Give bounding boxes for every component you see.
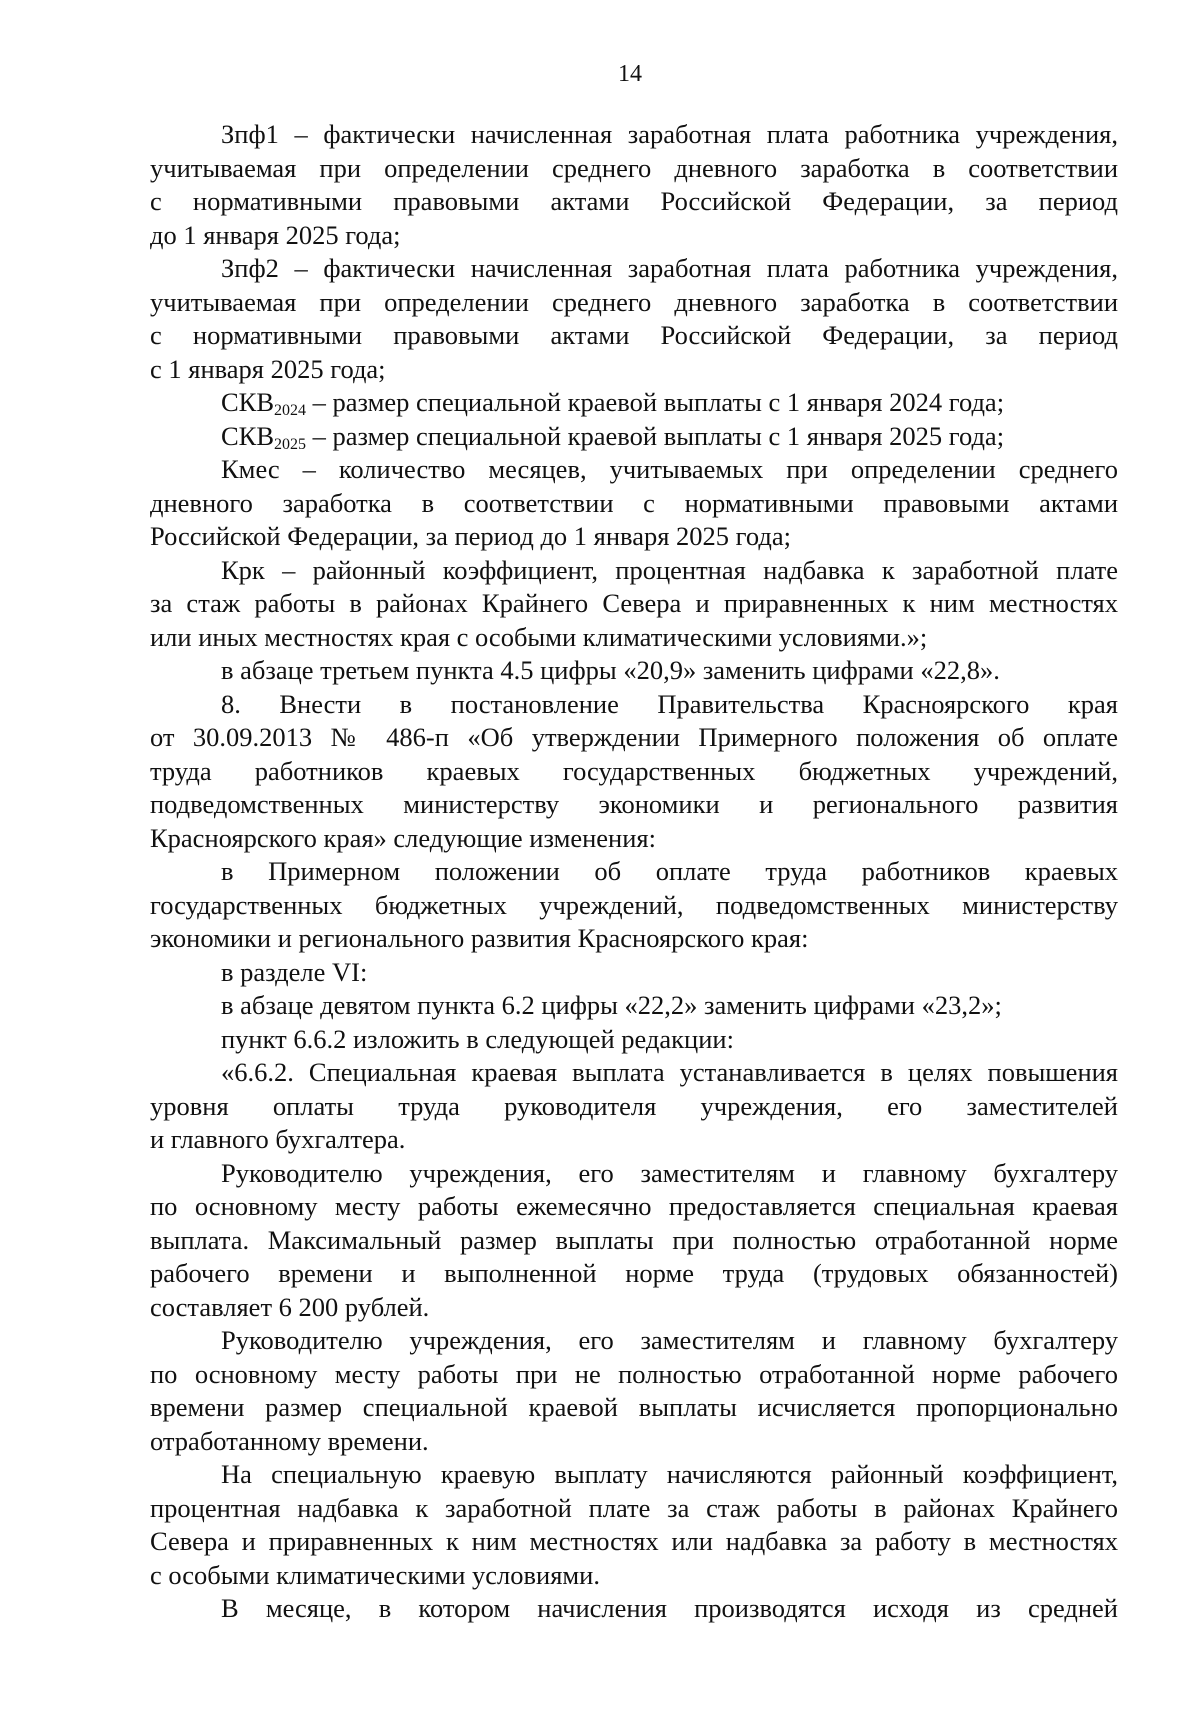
text-line: учитываемая при определении среднего дневного заработка в соответствии: [150, 286, 1118, 317]
text-line: Российской Федерации, за период до 1 января 2025 года;: [150, 521, 791, 551]
paragraph: [150, 688, 1118, 856]
text-line: с нормативными правовыми актами Российской Федерации, за период: [150, 186, 1118, 216]
paragraph: [150, 386, 1118, 420]
paragraph: [150, 1056, 1118, 1157]
symbol-text: СКВ: [221, 387, 275, 417]
text-line: в абзаце девятом пункта 6.2 цифры «22,2» заменить цифрами «23,2»;: [221, 990, 1002, 1020]
paragraph: [150, 1458, 1118, 1592]
text-line: рабочего времени и выполненной норме труда (трудовых обязанностей): [150, 1258, 1118, 1288]
text-line: или иных местностях края с особыми климатическими условиями.»;: [150, 621, 928, 652]
text-line: от 30.09.2013 № 486-п «Об утверждении Примерного положения об оплате: [150, 722, 1118, 752]
text-line: и главного бухгалтера.: [150, 1124, 406, 1154]
text-line: отработанному времени.: [150, 1425, 429, 1456]
text-line: Зпф2 – фактически начисленная заработная плата работника учреждения,: [221, 253, 1118, 283]
paragraph: [150, 956, 1118, 990]
text-line: труда работников краевых государственных бюджетных учреждений,: [150, 755, 1118, 786]
text-line: В месяце, в котором начисления производятся исходя из средней: [221, 1593, 1118, 1623]
text-line: с особыми климатическими условиями.: [150, 1559, 600, 1590]
text-line: Севера и приравненных к ним местностях или надбавка за работу в местностях: [150, 1526, 1118, 1556]
text-line: в абзаце третьем пункта 4.5 цифры «20,9» заменить цифрами «22,8».: [221, 655, 1000, 685]
text-line: выплата. Максимальный размер выплаты при полностью отработанной норме: [150, 1224, 1118, 1255]
text-line: Зпф1 – фактически начисленная заработная плата работника учреждения,: [221, 119, 1118, 149]
text-line: за стаж работы в районах Крайнего Севера и приравненных к ним местностях: [150, 588, 1118, 618]
paragraph: [150, 654, 1118, 688]
text-line: «6.6.2. Специальная краевая выплата устанавливается в целях повышения: [221, 1057, 1118, 1087]
text-line: по основному месту работы ежемесячно предоставляется специальная краевая: [150, 1191, 1118, 1221]
text-line: учитываемая при определении среднего дневного заработка в соответствии: [150, 152, 1118, 183]
text-line: [150, 420, 1118, 454]
definition-text: – размер специальной краевой выплаты с 1 января 2024 года;: [306, 387, 1005, 417]
text-line: [150, 386, 1118, 420]
text-line: с нормативными правовыми актами Российской Федерации, за период: [150, 320, 1118, 350]
text-line: в Примерном положении об оплате труда работников краевых: [221, 856, 1118, 886]
text-line: времени размер специальной краевой выплаты исчисляется пропорционально: [150, 1392, 1118, 1422]
text-line: в разделе VI:: [221, 956, 368, 987]
paragraph: [150, 252, 1118, 386]
paragraph: [150, 554, 1118, 655]
text-line: Крк – районный коэффициент, процентная надбавка к заработной плате: [221, 554, 1118, 585]
text-line: составляет 6 200 рублей.: [150, 1291, 430, 1322]
text-line: На специальную краевую выплату начисляются районный коэффициент,: [221, 1459, 1118, 1489]
text-line: Красноярского края» следующие изменения:: [150, 822, 656, 853]
definition-text: – размер специальной краевой выплаты с 1 января 2025 года;: [306, 420, 1005, 451]
text-line: по основному месту работы при не полностью отработанной норме рабочего: [150, 1358, 1118, 1389]
symbol-subscript: 2025: [274, 435, 307, 453]
text-line: 8. Внести в постановление Правительства Красноярского края: [221, 688, 1118, 719]
paragraph: [150, 118, 1118, 252]
page-number: 14: [618, 61, 642, 87]
text-line: процентная надбавка к заработной плате за стаж работы в районах Крайнего: [150, 1492, 1118, 1523]
text-line: до 1 января 2025 года;: [150, 219, 401, 250]
paragraph: [150, 420, 1118, 454]
text-line: дневного заработка в соответствии с нормативными правовыми актами: [150, 487, 1118, 518]
paragraph: [150, 1023, 1118, 1057]
text-line: Руководителю учреждения, его заместителям и главному бухгалтеру: [221, 1157, 1118, 1188]
text-line: государственных бюджетных учреждений, подведомственных министерству: [150, 889, 1118, 920]
document-body: [150, 118, 1118, 1626]
paragraph: [150, 989, 1118, 1023]
text-line: уровня оплаты труда руководителя учреждения, его заместителей: [150, 1090, 1118, 1121]
paragraph: [150, 855, 1118, 956]
paragraph: [150, 1592, 1118, 1626]
symbol-text: СКВ: [221, 420, 275, 451]
text-line: Кмес – количество месяцев, учитываемых при определении среднего: [221, 454, 1118, 484]
paragraph: [150, 453, 1118, 554]
text-line: пункт 6.6.2 изложить в следующей редакции:: [221, 1023, 734, 1054]
paragraph: [150, 1157, 1118, 1325]
paragraph: [150, 1324, 1118, 1458]
text-line: Руководителю учреждения, его заместителям и главному бухгалтеру: [221, 1325, 1118, 1355]
text-line: экономики и регионального развития Красноярского края:: [150, 923, 809, 953]
text-line: с 1 января 2025 года;: [150, 353, 386, 384]
symbol-subscript: 2024: [274, 402, 307, 419]
text-line: подведомственных министерству экономики и регионального развития: [150, 789, 1118, 819]
